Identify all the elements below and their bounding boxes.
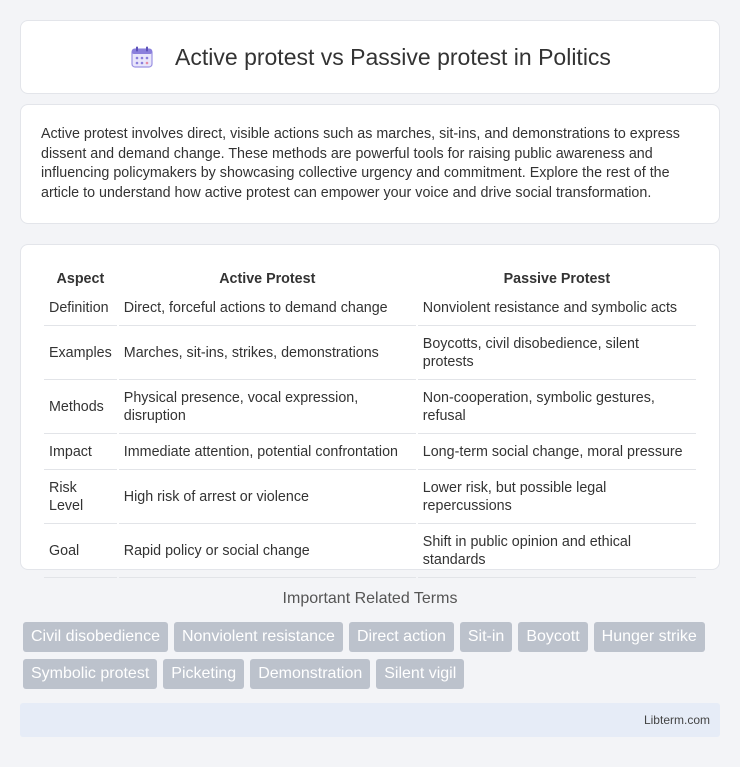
- column-header-aspect: Aspect: [56, 271, 105, 287]
- table-row: [44, 382, 696, 434]
- related-term-tag[interactable]: Demonstration: [250, 659, 370, 689]
- table-row: [44, 292, 696, 326]
- table-cell-active: Rapid policy or social change: [119, 526, 416, 578]
- related-term-tag[interactable]: Civil disobedience: [23, 622, 168, 652]
- table-cell-active: Direct, forceful actions to demand change: [119, 292, 416, 326]
- table-cell-aspect: Risk Level: [44, 472, 117, 524]
- calendar-icon: [129, 44, 155, 70]
- comparison-table: [42, 265, 698, 580]
- related-term-tag[interactable]: Symbolic protest: [23, 659, 157, 689]
- title-card: [20, 20, 720, 94]
- related-term-tag[interactable]: Picketing: [163, 659, 244, 689]
- table-cell-active: Marches, sit-ins, strikes, demonstrations: [119, 328, 416, 380]
- comparison-table-card: [20, 244, 720, 570]
- table-cell-passive: Nonviolent resistance and symbolic acts: [418, 292, 696, 326]
- related-term-tag[interactable]: Sit-in: [460, 622, 512, 652]
- table-cell-active: High risk of arrest or violence: [119, 472, 416, 524]
- page-title: Active protest vs Passive protest in Politics: [175, 43, 611, 70]
- column-header-active: Active Protest: [219, 271, 316, 287]
- table-row: [44, 328, 696, 380]
- related-term-tag[interactable]: Direct action: [349, 622, 454, 652]
- intro-text: Active protest involves direct, visible actions such as marches, sit-ins, and demonstrations to express dissent and demand change. These methods are powerful tools for raising public awareness and influencing policymakers by showcasing collective urgency and commitment. Explore the rest of the article to understand how active protest can empower your voice and drive social transformation.: [41, 126, 680, 201]
- column-header-passive: Passive Protest: [503, 271, 611, 287]
- intro-card: [20, 104, 720, 224]
- table-row: [44, 526, 696, 578]
- table-row: [44, 436, 696, 470]
- table-cell-passive: Non-cooperation, symbolic gestures, refusal: [418, 382, 696, 434]
- table-cell-passive: Lower risk, but possible legal repercussions: [418, 472, 696, 524]
- table-cell-passive: Long-term social change, moral pressure: [418, 436, 696, 470]
- related-terms-heading: Important Related Terms: [282, 590, 458, 607]
- related-term-tag[interactable]: Boycott: [518, 622, 587, 652]
- table-cell-passive: Boycotts, civil disobedience, silent protests: [418, 328, 696, 380]
- table-header-row: [44, 267, 696, 290]
- table-row: [44, 472, 696, 524]
- table-cell-active: Physical presence, vocal expression, disruption: [119, 382, 416, 434]
- related-term-tag[interactable]: Silent vigil: [376, 659, 464, 689]
- related-term-tag[interactable]: Hunger strike: [594, 622, 705, 652]
- footer-brand-link[interactable]: Libterm.com: [643, 713, 710, 727]
- table-cell-aspect: Examples: [44, 328, 117, 380]
- table-cell-aspect: Goal: [44, 526, 117, 578]
- table-cell-passive: Shift in public opinion and ethical standards: [418, 526, 696, 578]
- table-cell-aspect: Methods: [44, 382, 117, 434]
- table-cell-active: Immediate attention, potential confrontation: [119, 436, 416, 470]
- table-cell-aspect: Definition: [44, 292, 117, 326]
- related-term-tag[interactable]: Nonviolent resistance: [174, 622, 343, 652]
- table-cell-aspect: Impact: [44, 436, 117, 470]
- footer: [20, 703, 720, 737]
- related-terms-list: [23, 622, 723, 689]
